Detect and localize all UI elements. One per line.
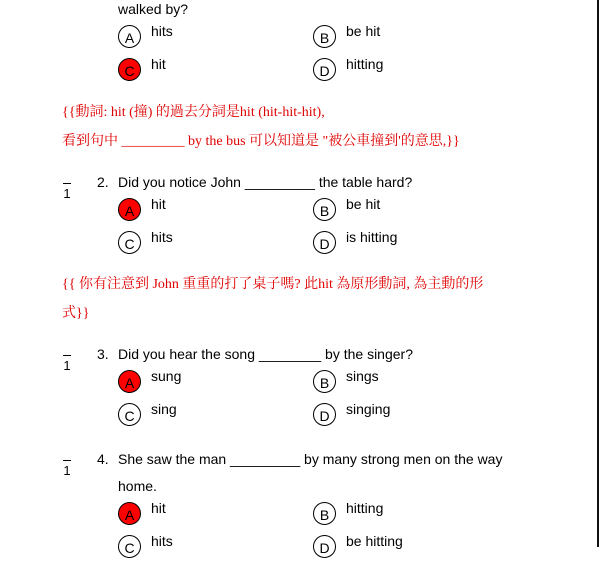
option-label: hit <box>151 500 166 516</box>
question-3-option-a[interactable] <box>118 370 181 396</box>
question-2-option-a[interactable] <box>118 198 166 224</box>
option-bubble[interactable]: B <box>313 25 336 48</box>
question-2-explanation-line-1: {{ 你有注意到 John 重重的打了桌子嗎? 此hit 為原形動詞, 為主動的形 <box>62 277 484 292</box>
question-3-option-d[interactable] <box>313 403 390 429</box>
score-bar <box>63 183 71 184</box>
option-label: be hitting <box>346 533 403 549</box>
option-label: hit <box>151 56 166 72</box>
option-label: hitting <box>346 56 384 72</box>
option-bubble[interactable]: B <box>313 370 336 393</box>
option-bubble-selected[interactable]: A <box>118 198 141 221</box>
question-4-text-line-2: home. <box>118 478 157 494</box>
score-value: 1 <box>63 463 71 478</box>
question-3-number: 3. <box>97 346 109 362</box>
option-bubble[interactable]: C <box>118 403 141 426</box>
option-bubble[interactable]: D <box>313 58 336 81</box>
option-label: sung <box>151 368 182 384</box>
question-4-option-a[interactable] <box>118 502 166 528</box>
question-3-option-b[interactable] <box>313 370 379 396</box>
question-2-text: Did you notice John _________ the table hard? <box>118 174 413 190</box>
option-label: be hit <box>346 23 381 39</box>
option-label: hits <box>151 229 173 245</box>
question-3-score <box>61 355 73 373</box>
question-2-option-d[interactable] <box>313 231 397 257</box>
option-bubble[interactable]: D <box>313 231 336 254</box>
question-2-option-c[interactable] <box>118 231 173 257</box>
question-4-score <box>61 460 73 478</box>
question-4-number: 4. <box>97 451 109 467</box>
option-label: sings <box>346 368 379 384</box>
question-4-option-b[interactable] <box>313 502 383 528</box>
question-4-option-d[interactable] <box>313 535 403 561</box>
option-label: hit <box>151 196 166 212</box>
option-bubble-selected[interactable]: A <box>118 502 141 525</box>
question-3-text: Did you hear the song ________ by the singer? <box>118 346 413 362</box>
question-2-explanation-line-2: 式}} <box>62 306 90 321</box>
option-bubble[interactable]: C <box>118 535 141 558</box>
question-4-text-line-1: She saw the man _________ by many strong men on the way <box>118 451 503 467</box>
score-bar <box>63 460 71 461</box>
option-label: sing <box>151 401 177 417</box>
question-3-option-c[interactable] <box>118 403 177 429</box>
option-bubble-selected[interactable]: A <box>118 370 141 393</box>
option-label: hits <box>151 533 173 549</box>
option-bubble[interactable]: C <box>118 231 141 254</box>
question-1-text-tail: walked by? <box>118 1 189 17</box>
question-1-option-a[interactable] <box>118 25 173 51</box>
question-1-explanation-line-2: 看到句中 _________ by the bus 可以知道是 "被公車撞到'的意思,}} <box>62 134 460 149</box>
option-label: be hit <box>346 196 381 212</box>
option-bubble[interactable]: B <box>313 198 336 221</box>
score-value: 1 <box>63 358 71 373</box>
option-label: singing <box>346 401 391 417</box>
option-bubble[interactable]: A <box>118 25 141 48</box>
question-2-number: 2. <box>97 174 109 190</box>
option-bubble[interactable]: D <box>313 535 336 558</box>
question-1-option-d[interactable] <box>313 58 383 84</box>
option-label: hitting <box>346 500 384 516</box>
option-bubble[interactable]: D <box>313 403 336 426</box>
question-1-explanation-line-1: {{動詞: hit (撞) 的過去分詞是hit (hit-hit-hit), <box>62 105 325 120</box>
question-1-option-c[interactable] <box>118 58 166 84</box>
question-4-option-c[interactable] <box>118 535 173 561</box>
option-bubble[interactable]: B <box>313 502 336 525</box>
option-label: is hitting <box>346 229 398 245</box>
score-bar <box>63 355 71 356</box>
question-2-score <box>61 183 73 201</box>
option-label: hits <box>151 23 173 39</box>
option-bubble-selected[interactable]: C <box>118 58 141 81</box>
score-value: 1 <box>63 186 71 201</box>
question-2-option-b[interactable] <box>313 198 380 224</box>
question-1-option-b[interactable] <box>313 25 380 51</box>
